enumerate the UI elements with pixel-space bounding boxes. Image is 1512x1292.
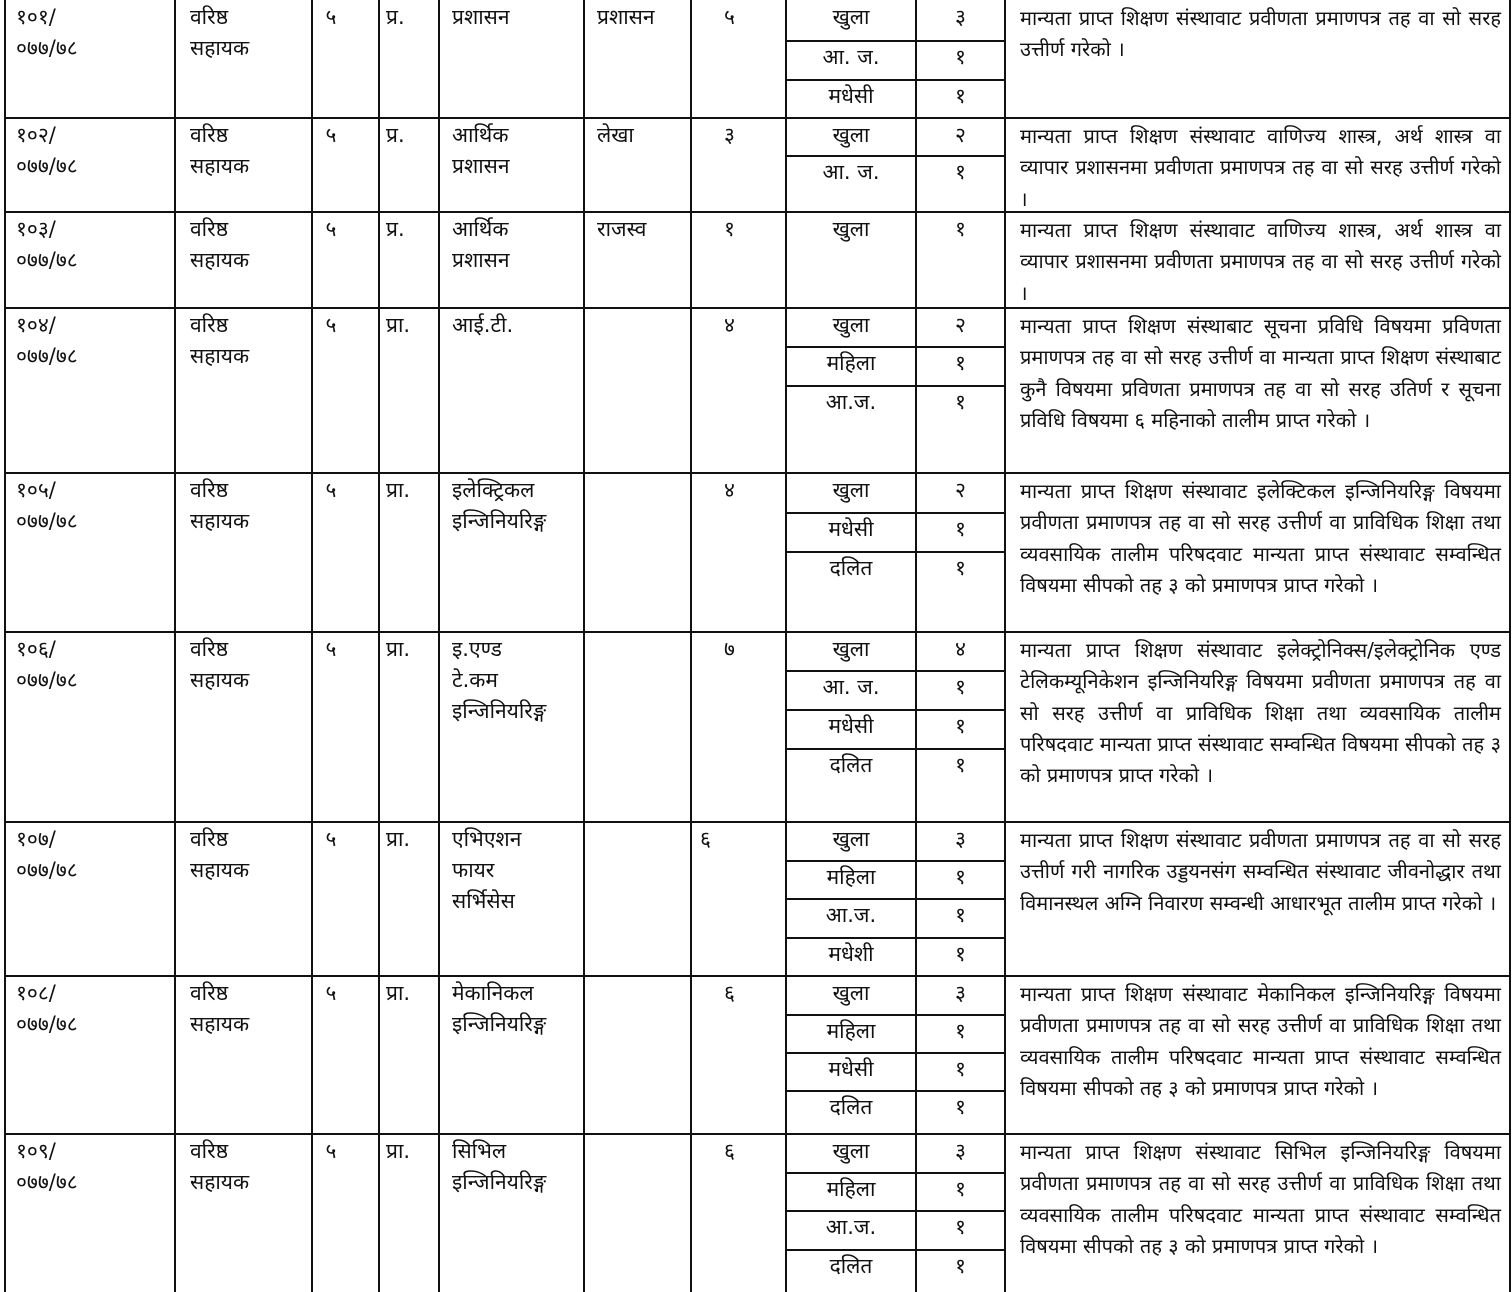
quota-count: १ <box>955 556 966 580</box>
post-title: वरिष्ठ <box>190 637 229 661</box>
service-name: इलेक्ट्रिकल <box>452 478 535 502</box>
quota-category: महिला <box>826 1019 876 1043</box>
total-posts: ६ <box>700 827 711 851</box>
service-name: आर्थिक <box>452 217 509 241</box>
quota-category: महिला <box>826 351 876 375</box>
post-title: वरिष्ठ <box>190 123 229 147</box>
quota-count: १ <box>955 1019 966 1043</box>
post-code: १०१/ <box>16 5 56 29</box>
group-name: राजस्व <box>597 217 647 241</box>
group-name: लेखा <box>597 123 634 147</box>
quota-category: खुला <box>832 313 870 337</box>
quota-count: २ <box>955 123 966 147</box>
post-type: प्रा. <box>386 827 411 851</box>
service-name: सिभिल <box>452 1139 507 1163</box>
post-type: प्रा. <box>386 1139 411 1163</box>
quota-count: १ <box>955 517 966 541</box>
quota-count: २ <box>955 478 966 502</box>
quota-category: आ.ज. <box>825 903 877 927</box>
quota-count: ३ <box>955 827 966 851</box>
qualification-text: मान्यता प्राप्त शिक्षण संस्थावाट वाणिज्य शास्त्र, अर्थ शास्त्र वा व्यापार प्रशासनमा प्रवीणता प्रमाणपत्र तह वा सो सरह उत्तीर्ण गरेको । <box>1020 218 1501 305</box>
quota-category: आ.ज. <box>825 1215 877 1239</box>
post-level: ५ <box>325 827 337 851</box>
qualification-text: मान्यता प्राप्त शिक्षण संस्थावाट इलेक्ट्रोनिक्स/इलेक्ट्रोनिक एण्ड टेलिकम्यूनिकेशन इन्जिनियरिङ्ग विषयमा प्रवीणता प्रमाणपत्र तह वा सो सरह उत्तीर्ण वा प्राविधिक शिक्षा तथा व्यवसायिक तालीम परिषदवाट मान्यता प्राप्त संस्थावाट सम्वन्धित विषयमा सीपको तह ३ को प्रमाणपत्र प्राप्त गरेको । <box>1020 638 1501 788</box>
post-code: ०७७/७८ <box>16 36 78 60</box>
post-title: वरिष्ठ <box>190 1139 229 1163</box>
quota-category: आ. ज. <box>822 160 880 184</box>
service-name: प्रशासन <box>452 5 510 29</box>
column-border <box>174 0 176 1292</box>
post-code: १०५/ <box>16 478 56 502</box>
quota-count: ३ <box>955 5 966 29</box>
post-level: ५ <box>325 5 337 29</box>
quota-count: १ <box>955 903 966 927</box>
service-name: आई.टी. <box>452 313 514 337</box>
post-type: प्रा. <box>386 637 411 661</box>
row-border <box>4 1133 1511 1135</box>
post-type: प्र. <box>386 123 405 147</box>
quota-category: मधेसी <box>828 517 874 541</box>
post-code: १०३/ <box>16 217 56 241</box>
post-title: सहायक <box>190 668 250 692</box>
post-level: ५ <box>325 478 337 502</box>
post-type: प्र. <box>386 5 405 29</box>
row-border <box>4 631 1511 633</box>
post-code: १०९/ <box>16 1139 56 1163</box>
qualification-text: मान्यता प्राप्त शिक्षण संस्थावाट सिभिल इन्जिनियरिङ्ग विषयमा प्रवीणता प्रमाणपत्र तह वा सो सरह उत्तीर्ण वा प्राविधिक शिक्षा तथा व्यवसायिक तालीम परिषदवाट मान्यता प्राप्त संस्थावाट सम्वन्धित विषयमा सीपको तह ३ को प्रमाणपत्र प्राप्त गरेको । <box>1020 1140 1501 1258</box>
column-border <box>4 0 6 1292</box>
post-code: ०७७/७८ <box>16 248 78 272</box>
quota-count: ४ <box>955 637 966 661</box>
post-title: वरिष्ठ <box>190 313 229 337</box>
post-level: ५ <box>325 1139 337 1163</box>
quota-count: १ <box>955 351 966 375</box>
qualification-text: मान्यता प्राप्त शिक्षण संस्थावाट प्रवीणता प्रमाणपत्र तह वा सो सरह उत्तीर्ण गरेको । <box>1020 6 1501 62</box>
post-code: १०८/ <box>16 981 56 1005</box>
row-border <box>4 117 1511 119</box>
column-border <box>438 0 440 1292</box>
quota-category: आ. ज. <box>822 675 880 699</box>
row-border <box>4 821 1511 823</box>
quota-category: खुला <box>832 478 870 502</box>
quota-category: मधेशी <box>828 942 874 966</box>
quota-count: १ <box>955 45 966 69</box>
post-title: वरिष्ठ <box>190 5 229 29</box>
quota-category: खुला <box>832 5 870 29</box>
post-code: ०७७/७८ <box>16 344 78 368</box>
column-border <box>1509 0 1511 1292</box>
post-code: १०७/ <box>16 827 56 851</box>
post-code: १०६/ <box>16 637 56 661</box>
quota-category: दलित <box>829 1095 873 1119</box>
quota-count: २ <box>955 313 966 337</box>
post-level: ५ <box>325 217 337 241</box>
total-posts: ६ <box>724 981 735 1005</box>
quota-count: १ <box>955 1095 966 1119</box>
quota-category: महिला <box>826 865 876 889</box>
quota-count: १ <box>955 675 966 699</box>
quota-count: १ <box>955 1215 966 1239</box>
post-title: सहायक <box>190 509 250 533</box>
quota-category: खुला <box>832 217 870 241</box>
row-border <box>4 472 1511 474</box>
total-posts: १ <box>724 217 735 241</box>
column-border <box>583 0 585 1292</box>
quota-count: १ <box>955 217 966 241</box>
quota-category: आ. ज. <box>822 45 880 69</box>
post-title: वरिष्ठ <box>190 827 229 851</box>
total-posts: ४ <box>724 478 735 502</box>
total-posts: ६ <box>724 1139 735 1163</box>
qualification-text: मान्यता प्राप्त शिक्षण संस्थावाट इलेक्टिकल इन्जिनियरिङ्ग विषयमा प्रवीणता प्रमाणपत्र तह वा सो सरह उत्तीर्ण वा प्राविधिक शिक्षा तथा व्यवसायिक तालीम परिषदवाट मान्यता प्राप्त संस्थावाट सम्वन्धित विषयमा सीपको तह ३ को प्रमाणपत्र प्राप्त गरेको । <box>1020 479 1501 597</box>
row-border <box>4 975 1511 977</box>
service-name: फायर <box>452 858 495 882</box>
post-level: ५ <box>325 637 337 661</box>
quota-count: १ <box>955 390 966 414</box>
quota-category: दलित <box>829 753 873 777</box>
quota-count: १ <box>955 1254 966 1278</box>
total-posts: ५ <box>724 5 735 29</box>
post-code: ०७७/७८ <box>16 668 78 692</box>
quota-count: १ <box>955 865 966 889</box>
post-title: वरिष्ठ <box>190 217 229 241</box>
quota-category: दलित <box>829 1254 873 1278</box>
post-title: सहायक <box>190 154 250 178</box>
post-code: ०७७/७८ <box>16 509 78 533</box>
service-name: इन्जिनियरिङ्ग <box>452 1012 547 1036</box>
quota-count: १ <box>955 1057 966 1081</box>
qualification-text: मान्यता प्राप्त शिक्षण संस्थावाट मेकानिकल इन्जिनियरिङ्ग विषयमा प्रवीणता प्रमाणपत्र तह वा सो सरह उत्तीर्ण वा प्राविधिक शिक्षा तथा व्यवसायिक तालीम परिषदवाट मान्यता प्राप्त संस्थावाट सम्वन्धित विषयमा सीपको तह ३ को प्रमाणपत्र प्राप्त गरेको । <box>1020 982 1501 1100</box>
quota-category: मधेसी <box>828 1057 874 1081</box>
quota-count: १ <box>955 160 966 184</box>
post-type: प्र. <box>386 217 405 241</box>
service-name: प्रशासन <box>452 154 510 178</box>
post-title: सहायक <box>190 1170 250 1194</box>
quota-category: महिला <box>826 1177 876 1201</box>
quota-category: मधेसी <box>828 714 874 738</box>
total-posts: ७ <box>724 637 735 661</box>
post-title: सहायक <box>190 248 250 272</box>
quota-category: खुला <box>832 827 870 851</box>
service-name: आर्थिक <box>452 123 509 147</box>
service-name: सर्भिसेस <box>452 889 515 913</box>
service-name: इन्जिनियरिङ्ग <box>452 509 547 533</box>
qualification-text: मान्यता प्राप्त शिक्षण संस्थाबाट सूचना प्रविधि विषयमा प्रविणता प्रमाणपत्र तह वा सो सरह उत्तीर्ण वा मान्यता प्राप्त शिक्षण संस्थाबाट कुनै विषयमा प्रविणता प्रमाणपत्र तह वा सो सरह उतिर्ण र सूचना प्रविधि विषयमा ६ महिनाको तालीम प्राप्त गरेको । <box>1020 314 1501 432</box>
total-posts: ३ <box>724 123 735 147</box>
post-level: ५ <box>325 123 337 147</box>
quota-category: खुला <box>832 1139 870 1163</box>
post-code: ०७७/७८ <box>16 154 78 178</box>
column-border <box>690 0 692 1292</box>
quota-category: मधेसी <box>828 84 874 108</box>
post-code: १०४/ <box>16 313 56 337</box>
quota-count: ३ <box>955 981 966 1005</box>
total-posts: ४ <box>724 313 735 337</box>
quota-count: १ <box>955 714 966 738</box>
post-type: प्रा. <box>386 313 411 337</box>
post-code: ०७७/७८ <box>16 858 78 882</box>
post-title: सहायक <box>190 858 250 882</box>
quota-category: खुला <box>832 981 870 1005</box>
quota-count: ३ <box>955 1139 966 1163</box>
quota-category: खुला <box>832 637 870 661</box>
post-code: ०७७/७८ <box>16 1012 78 1036</box>
post-title: वरिष्ठ <box>190 478 229 502</box>
group-name: प्रशासन <box>597 5 655 29</box>
post-level: ५ <box>325 981 337 1005</box>
post-title: सहायक <box>190 1012 250 1036</box>
post-code: ०७७/७८ <box>16 1170 78 1194</box>
quota-category: आ.ज. <box>825 390 877 414</box>
quota-category: खुला <box>832 123 870 147</box>
service-name: इन्जिनियरिङ्ग <box>452 699 547 723</box>
quota-count: १ <box>955 753 966 777</box>
service-name: इन्जिनियरिङ्ग <box>452 1170 547 1194</box>
post-title: सहायक <box>190 36 250 60</box>
service-name: मेकानिकल <box>452 981 534 1005</box>
service-name: एभिएशन <box>452 827 522 851</box>
post-title: वरिष्ठ <box>190 981 229 1005</box>
quota-count: १ <box>955 942 966 966</box>
post-title: सहायक <box>190 344 250 368</box>
service-name: टे.कम <box>452 668 498 692</box>
column-border <box>378 0 380 1292</box>
post-type: प्रा. <box>386 981 411 1005</box>
qualification-text: मान्यता प्राप्त शिक्षण संस्थावाट वाणिज्य शास्त्र, अर्थ शास्त्र वा व्यापार प्रशासनमा प्रवीणता प्रमाणपत्र तह वा सो सरह उत्तीर्ण गरेको । <box>1020 124 1501 211</box>
quota-category: दलित <box>829 556 873 580</box>
quota-count: १ <box>955 84 966 108</box>
service-name: इ.एण्ड <box>452 637 502 661</box>
post-level: ५ <box>325 313 337 337</box>
qualification-text: मान्यता प्राप्त शिक्षण संस्थावाट प्रवीणता प्रमाणपत्र तह वा सो सरह उत्तीर्ण गरी नागरिक उड्डयनसंग सम्वन्धित संस्थावाट जीवनोद्धार तथा विमानस्थल अग्नि निवारण सम्वन्धी आधारभूत तालीम प्राप्त गरेको । <box>1020 828 1501 915</box>
post-code: १०२/ <box>16 123 56 147</box>
post-type: प्रा. <box>386 478 411 502</box>
service-name: प्रशासन <box>452 248 510 272</box>
quota-count: १ <box>955 1177 966 1201</box>
column-border <box>1004 0 1006 1292</box>
